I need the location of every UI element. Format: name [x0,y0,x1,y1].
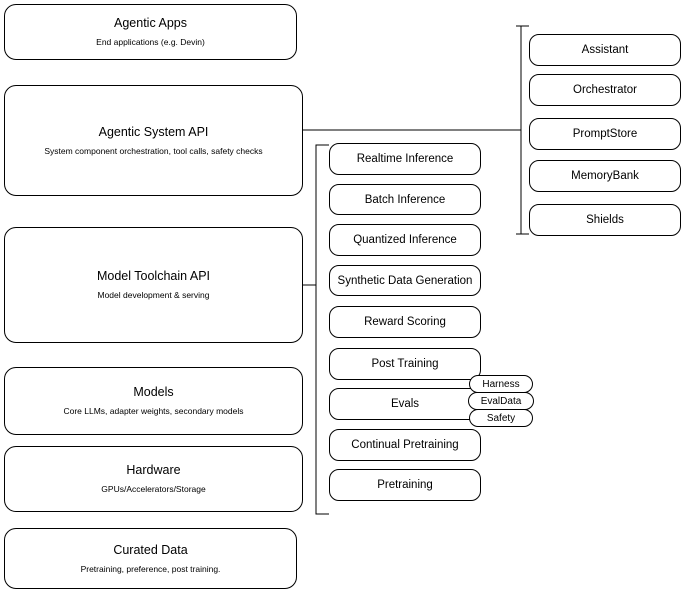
component-synthetic-data-generation[interactable] [329,265,481,296]
component-evals[interactable] [329,388,481,420]
component-label: Assistant [581,44,629,56]
component-shields[interactable] [529,204,681,236]
component-label: Shields [586,214,624,226]
component-label: EvalData [480,395,522,407]
component-safety[interactable] [469,409,533,427]
component-realtime-inference[interactable] [329,143,481,175]
layer-title: Agentic Apps [114,16,187,30]
component-label: Quantized Inference [353,234,457,246]
component-reward-scoring[interactable] [329,306,481,338]
component-promptstore[interactable] [529,118,681,150]
layer-agentic-apps[interactable] [4,4,297,60]
layer-hardware[interactable] [4,446,303,512]
layer-agentic-system-api[interactable] [4,85,303,196]
layer-subtitle: End applications (e.g. Devin) [96,37,205,47]
component-label: Continual Pretraining [351,439,459,451]
component-label: Pretraining [377,479,433,491]
component-label: Orchestrator [573,84,637,96]
component-label: Realtime Inference [356,153,454,165]
component-label: Synthetic Data Generation [337,274,473,287]
component-label: PromptStore [572,128,638,140]
component-post-training[interactable] [329,348,481,380]
component-label: Batch Inference [364,193,446,206]
component-label: Safety [486,412,516,424]
component-label: Harness [482,378,520,390]
component-harness[interactable] [469,375,533,393]
layer-models[interactable] [4,367,303,435]
layer-title: Curated Data [113,542,188,557]
component-quantized-inference[interactable] [329,224,481,256]
layer-model-toolchain-api[interactable] [4,227,303,343]
layer-curated-data[interactable] [4,528,297,589]
layer-title: Hardware [126,463,181,477]
layer-subtitle: Core LLMs, adapter weights, secondary models [63,406,244,416]
layer-title: Agentic System API [98,124,209,139]
component-assistant[interactable] [529,34,681,66]
component-orchestrator[interactable] [529,74,681,106]
component-label: MemoryBank [571,170,639,182]
layer-title: Model Toolchain API [96,269,211,283]
component-label: Post Training [371,358,439,370]
component-evaldata[interactable] [468,392,534,410]
layer-title: Models [133,385,174,399]
component-pretraining[interactable] [329,469,481,501]
layer-subtitle: GPUs/Accelerators/Storage [101,484,206,494]
layer-subtitle: Pretraining, preference, post training. [80,563,221,574]
layer-subtitle: System component orchestration, tool calls, safety checks [44,145,263,156]
component-memorybank[interactable] [529,160,681,192]
component-continual-pretraining[interactable] [329,429,481,461]
component-label: Reward Scoring [364,316,446,328]
component-label: Evals [390,398,420,410]
layer-subtitle: Model development & serving [97,290,210,300]
component-batch-inference[interactable] [329,184,481,215]
